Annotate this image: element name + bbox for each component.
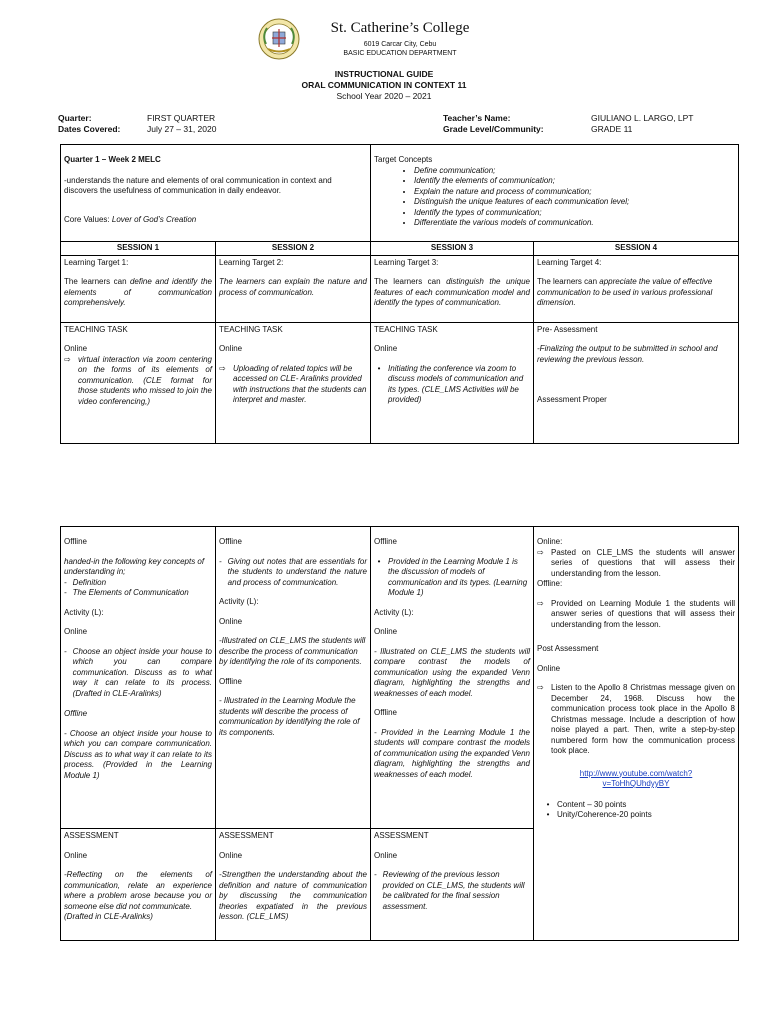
concept-item: [64, 578, 212, 589]
learning-target-pre: The learners can: [374, 277, 447, 286]
assessment-text: -Reflecting on the elements of communication, relate an experience where a problem arose because you or someone else did not communicate.: [64, 870, 212, 911]
arrow-bullet-icon: ⇨: [219, 363, 226, 373]
module-item-text: Provided in the Learning Module 1 is the discussion of models of communication and its types. (Learning Module 1): [388, 556, 528, 597]
bullet-icon: •: [546, 799, 550, 809]
dash-bullet-icon: -: [64, 646, 67, 656]
department-name: BASIC EDUCATION DEPARTMENT: [343, 50, 457, 57]
target-concept-item: • Distinguish the unique features of each communication level;: [414, 197, 735, 208]
learning-target-text: The learners can explain the nature and process of communication.: [219, 277, 368, 297]
teaching-task-1: [61, 322, 216, 443]
activity-offline-text: - Illustrated in the Learning Module the students will describe the process of communication by identifying the role of its components.: [219, 696, 360, 737]
session-3-header: SESSION 3: [371, 242, 534, 256]
assessment-3: [371, 829, 534, 941]
teaching-task-label: TEACHING TASK: [64, 324, 128, 334]
melc-text: -understands the nature and elements of oral communication in context and discovers the usefulness of communication in daily endeavor.: [64, 175, 332, 195]
session-2-offline-activity: [216, 527, 371, 829]
concept-item: [64, 588, 212, 599]
assessment-label: ASSESSMENT: [374, 831, 429, 840]
teaching-item: [64, 355, 212, 408]
target-concept-item: • Differentiate the various models of communication.: [414, 218, 735, 229]
offline-label: Offline: [374, 708, 397, 717]
teaching-item-text: virtual interaction via zoom centering on the forms of its elements of communication. (CLE format for those students who missed to join the video conferencing,): [78, 354, 212, 406]
online-label: Online: [374, 627, 398, 636]
learning-target-label: Learning Target 3:: [374, 257, 439, 267]
bullet-icon: •: [546, 810, 550, 819]
assessment-item: [537, 599, 735, 631]
dates-label: Dates Covered:: [58, 124, 121, 134]
youtube-link[interactable]: http://www.youtube.com/watch?: [579, 768, 693, 778]
activity-label: Activity (L):: [374, 607, 414, 617]
instructional-table-part1: [60, 144, 739, 444]
dash-bullet-icon: -: [219, 556, 222, 566]
grade-label: Grade Level/Community:: [443, 124, 544, 134]
teacher-value: GIULIANO L. LARGO, LPT: [591, 113, 694, 123]
activity-label: Activity (L):: [219, 597, 259, 606]
offline-label: Offline: [219, 537, 242, 546]
target-concept-item: • Identify the types of communication;: [414, 208, 735, 219]
teaching-task-label: TEACHING TASK: [374, 324, 438, 334]
quarter-value: FIRST QUARTER: [147, 113, 216, 123]
melc-heading: Quarter 1 – Week 2 MELC: [64, 155, 161, 164]
teaching-task-3: [371, 322, 534, 443]
instructional-table-part2: [60, 526, 739, 941]
activity-online-text: - Illustrated on CLE_LMS the students will compare contrast the models of communication using the expanded Venn diagram, highlighting the strengths and weaknesses of each model.: [374, 646, 530, 698]
session-2-header: SESSION 2: [216, 242, 371, 256]
assessment-1: [61, 829, 216, 941]
activity-label: Activity (L):: [64, 607, 104, 617]
core-values: [64, 215, 367, 226]
assessment-note: (Drafted in CLE-Aralinks): [64, 912, 153, 921]
assessment-label: ASSESSMENT: [219, 831, 274, 840]
activity-offline-text: - Choose an object inside your house to which you can compare communication. Discuss as to what way it can relate to its process. (Provided in the Learning Module 1): [64, 728, 212, 780]
teaching-item-text: Uploading of related topics will be accessed on CLE- Aralinks provided with instructions that the students can interpret and master.: [233, 363, 367, 404]
assessment-item: [374, 870, 530, 912]
college-address-block: [300, 40, 500, 58]
arrow-bullet-icon: ⇨: [537, 683, 544, 692]
learning-target-text: appreciate the value of effective communication to be used in various professional dimension.: [537, 277, 713, 307]
online-label: Online: [537, 663, 561, 673]
activity-offline-text: - Provided in the Learning Module 1 the students will compare contrast the models of communication using the expanded Venn diagram, highlighting the strengths and weaknesses of each model.: [374, 727, 530, 779]
learning-target-2: [216, 255, 371, 322]
criteria-text: Content – 30 points: [557, 799, 627, 809]
target-concepts-list: [374, 166, 735, 229]
offline-label: Offline: [374, 537, 397, 546]
activity-online-text: -Illustrated on CLE_LMS the students will describe the process of communication by identifying the role of its components.: [219, 636, 366, 666]
youtube-link-id[interactable]: v=ToHhQUhdyyBY: [602, 779, 670, 788]
online-label: Online: [219, 850, 243, 860]
bullet-icon: •: [377, 556, 381, 566]
learning-target-label: Learning Target 1:: [64, 257, 129, 267]
assessment-2: [216, 829, 371, 941]
learning-target-text: define and identify the elements of communication comprehensively.: [64, 277, 212, 307]
teaching-task-2: [216, 322, 371, 443]
dates-value: July 27 – 31, 2020: [147, 124, 217, 134]
session-4-assessment: [534, 527, 739, 941]
session-4-header: SESSION 4: [534, 242, 739, 256]
module-item: [374, 557, 530, 599]
target-concepts-heading: Target Concepts: [374, 155, 433, 164]
college-seal-logo: [258, 18, 300, 60]
learning-target-label: Learning Target 2:: [219, 257, 284, 267]
subject-title: ORAL COMMUNICATION IN CONTEXT 11: [301, 80, 467, 90]
online-label: Online: [219, 616, 243, 626]
activity-online-text: Choose an object inside your house to which you can compare communication. Discuss as to what way it can relate to its process. (Drafted in CLE-Aralinks): [72, 646, 212, 698]
activity-online: [64, 647, 212, 700]
concept-item-text: The Elements of Communication: [72, 588, 189, 597]
quarter-label: Quarter:: [58, 113, 92, 123]
learning-target-pre: The learners can: [537, 277, 600, 286]
learning-target-text: distinguish the unique features of each communication model and identify the types of communication.: [374, 277, 531, 307]
learning-target-4: [534, 255, 739, 322]
assessment-item: [537, 548, 735, 580]
teaching-item: [219, 364, 367, 406]
criteria-item: [537, 810, 735, 821]
assessment-text: -Strengthen the understanding about the definition and nature of communication by discussing the communication theories expatiated in the previous lesson. (CLE_LMS): [219, 870, 367, 921]
online-label: Online: [374, 344, 398, 353]
offline-label: Offline:: [537, 579, 563, 588]
assessment-label: ASSESSMENT: [64, 831, 119, 840]
teaching-item-text: Initiating the conference via zoom to discuss models of communication and its types. (CLE_LMS Activities will be provided): [388, 363, 524, 404]
session-1-offline-activity: [61, 527, 216, 829]
offline-label: Offline: [219, 676, 242, 686]
bullet-icon: •: [377, 363, 381, 373]
college-address: 6019 Carcar City, Cebu: [363, 41, 437, 48]
session-1-header: SESSION 1: [61, 242, 216, 256]
offline-intro: handed-in the following key concepts of understanding in;: [64, 556, 205, 576]
online-label: Online: [64, 344, 88, 353]
online-label: Online: [219, 344, 243, 353]
school-year: School Year 2020 – 2021: [336, 91, 432, 101]
target-concept-item: • Identify the elements of communication;: [414, 176, 735, 187]
learning-target-pre: The learners can: [64, 277, 130, 286]
online-label: Online: [64, 627, 88, 636]
learning-target-label: Learning Target 4:: [537, 257, 602, 267]
session-3-offline-activity: [371, 527, 534, 829]
core-values-value: Lover of God’s Creation: [111, 214, 197, 224]
notes-item: [219, 557, 367, 589]
target-concepts-cell: [371, 145, 739, 242]
teaching-item: [374, 364, 530, 406]
notes-text: Giving out notes that are essentials for the students to understand the nature and process of communication.: [227, 556, 367, 587]
online-label: Online: [64, 850, 88, 860]
teaching-task-4: [534, 322, 739, 443]
grade-value: GRADE 11: [591, 124, 633, 134]
dash-bullet-icon: -: [374, 870, 377, 879]
document-title: INSTRUCTIONAL GUIDE: [334, 69, 434, 79]
listen-task-text: Listen to the Apollo 8 Christmas message given on December 24, 1968. Discuss how the communication process took place in the Apollo 8 Christmas message. Include a description of how noise played a part. Then, write a step-by-step numbered form how the communication process took place.: [551, 683, 735, 755]
teacher-label: Teacher’s Name:: [443, 113, 511, 123]
pre-assessment-label: Pre- Assessment: [537, 324, 598, 334]
arrow-bullet-icon: ⇨: [537, 547, 544, 557]
arrow-bullet-icon: ⇨: [64, 354, 71, 364]
learning-target-1: [61, 255, 216, 322]
core-values-label: Core Values:: [64, 214, 112, 224]
concept-item-text: Definition: [72, 577, 107, 587]
offline-label: Offline: [64, 709, 88, 718]
dash-bullet-icon: -: [64, 588, 67, 597]
assessment-item: [537, 683, 735, 757]
online-label: Online: [374, 850, 398, 860]
pre-assessment-text: -Finalizing the output to be submitted in school and reviewing the previous lesson.: [537, 344, 718, 364]
assessment-item-text: Provided on Learning Module 1 the students will answer series of questions that will assess their understanding from the lesson.: [551, 598, 735, 629]
melc-cell: [61, 145, 371, 242]
assessment-proper-label: Assessment Proper: [537, 395, 607, 404]
criteria-item: [537, 800, 735, 811]
learning-target-3: [371, 255, 534, 322]
post-assessment-label: Post Assessment: [537, 644, 599, 653]
assessment-text: Reviewing of the previous lesson provided on CLE_LMS, the students will be calibrated for the final session assessment.: [382, 870, 525, 911]
assessment-item-text: Pasted on CLE_LMS the students will answer series of questions that will assess their understanding from the lesson.: [551, 547, 735, 578]
offline-label: Offline: [64, 537, 87, 546]
arrow-bullet-icon: ⇨: [537, 598, 544, 608]
dash-bullet-icon: -: [64, 577, 67, 587]
criteria-text: Unity/Coherence-20 points: [557, 810, 652, 819]
target-concept-item: • Explain the nature and process of communication;: [414, 187, 735, 198]
online-label: Online:: [537, 537, 563, 546]
college-name: St. Catherine’s College: [330, 20, 470, 36]
target-concept-item: • Define communication;: [414, 166, 735, 177]
teaching-task-label: TEACHING TASK: [219, 324, 283, 334]
